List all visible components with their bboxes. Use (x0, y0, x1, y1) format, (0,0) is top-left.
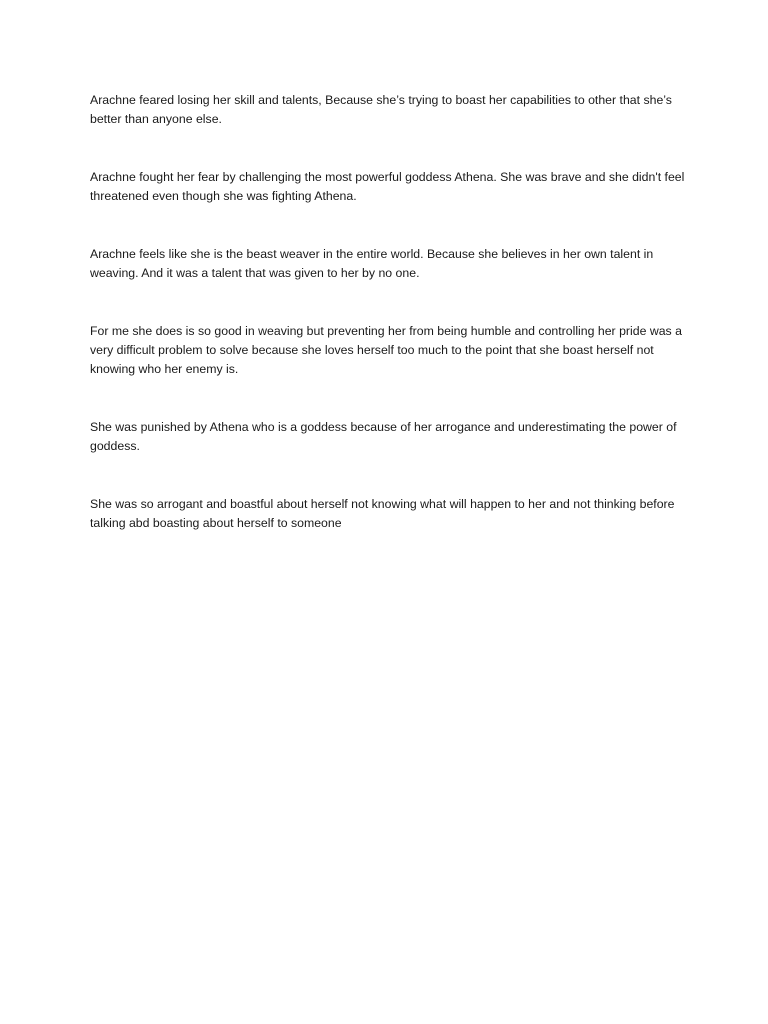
paragraph-opinion: For me she does is so good in weaving but preventing her from being humble and controlling her pride was a very difficult problem to solve because she loves herself too much to the point that she boast herself not knowing who her enemy is. (90, 324, 682, 376)
paragraph-best-weaver: Arachne feels like she is the beast weaver in the entire world. Because she believes in her own talent in weaving. And it was a talent that was given to her by no one. (90, 247, 654, 280)
paragraph-challenge: Arachne fought her fear by challenging the most powerful goddess Athena. She was brave and she didn't feel threatened even though she was fighting Athena. (90, 170, 685, 203)
document-body (90, 91, 690, 572)
paragraph-arrogance: She was so arrogant and boastful about herself not knowing what will happen to her and not thinking before talking abd boasting about herself to someone (90, 497, 675, 530)
paragraph-punishment: She was punished by Athena who is a goddess because of her arrogance and underestimating the power of goddess. (90, 420, 677, 453)
paragraph-fear: Arachne feared losing her skill and talents, Because she’s trying to boast her capabilities to other that she’s better than anyone else. (90, 93, 672, 126)
